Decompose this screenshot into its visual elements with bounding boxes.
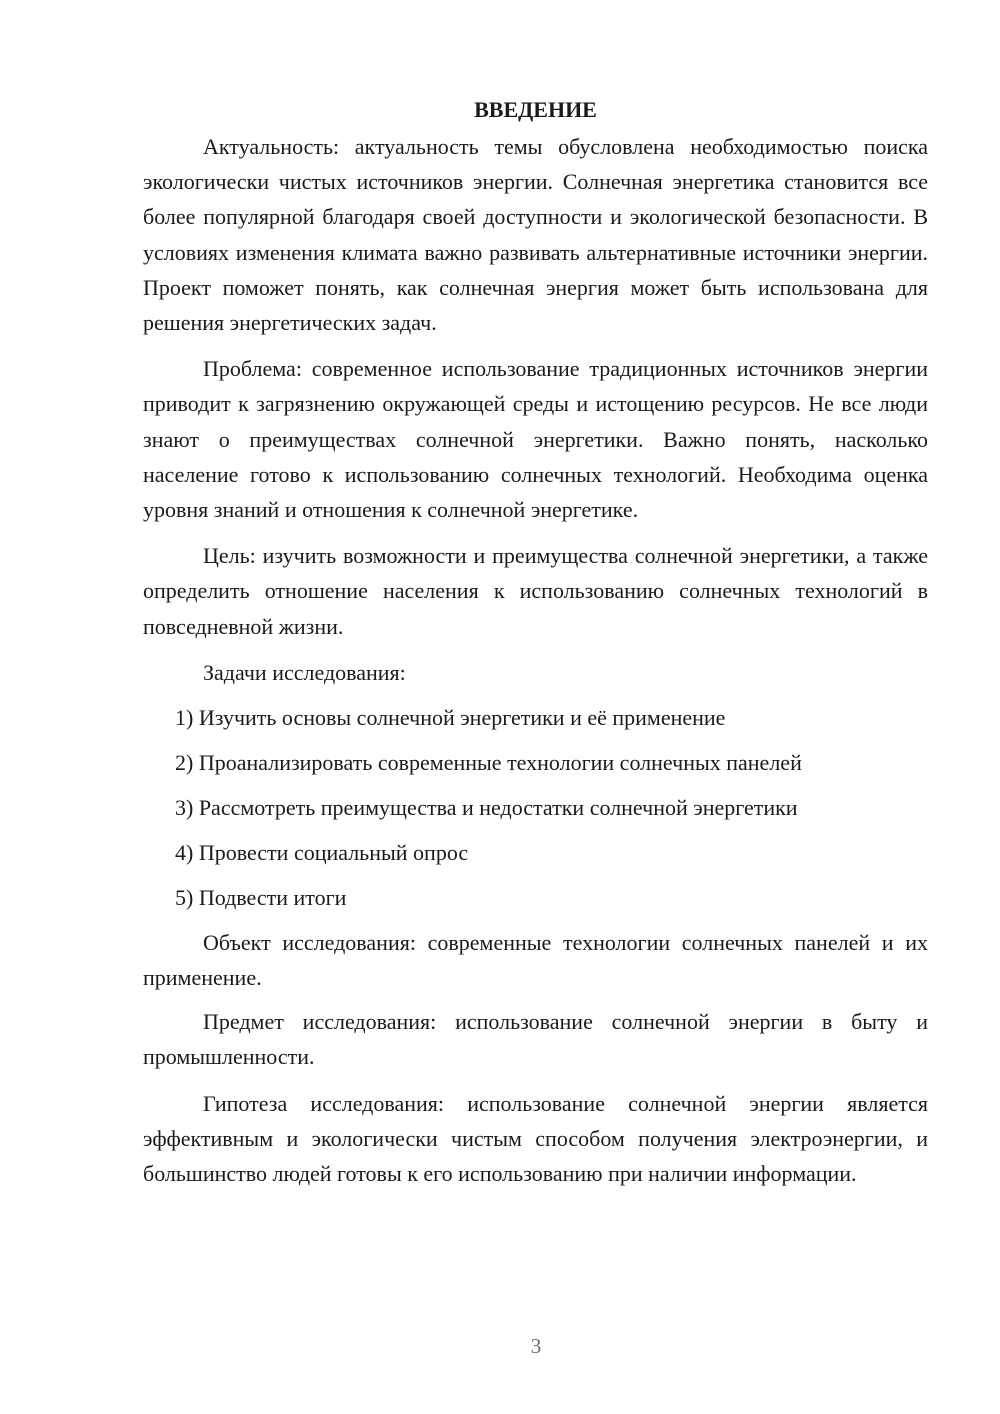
task-item-5: 5) Подвести итоги [175, 884, 347, 910]
task-item-2: 2) Проанализировать современные технологии солнечных панелей [175, 749, 802, 775]
task-item-4: 4) Провести социальный опрос [175, 839, 469, 865]
problem-paragraph: Проблема: современное использование традиционных источников энергии приводит к загрязнению окружающей среды и истощению ресурсов. Не все люди знают о преимуществах солнечной энергетики. Важно понять, насколько население готово к использованию солнечных технологий. Необходима оценка уровня знаний и отношения к солнечной энергетике. [143, 356, 928, 523]
goal-paragraph: Цель: изучить возможности и преимущества солнечной энергетики, а также определить отношение населения к использованию солнечных технологий в повседневной жизни. [143, 543, 928, 639]
page-title: ВВЕДЕНИЕ [474, 97, 597, 122]
page-number: 3 [530, 1334, 542, 1358]
tasks-list [143, 700, 928, 915]
subject-paragraph: Предмет исследования: использование солнечной энергии в быту и промышленности. [143, 1009, 928, 1070]
tasks-title: Задачи исследования: [203, 659, 406, 685]
task-item-3: 3) Рассмотреть преимущества и недостатки солнечной энергетики [175, 794, 798, 820]
hypothesis-paragraph: Гипотеза исследования: использование солнечной энергии является эффективным и экологически чистым способом получения электроэнергии, и большинство людей готовы к его использованию при наличии информации. [143, 1090, 928, 1187]
object-paragraph: Объект исследования: современные технологии солнечных панелей и их применение. [143, 929, 928, 991]
relevance-paragraph: Актуальность: актуальность темы обусловлена необходимостью поиска экологически чистых источников энергии. Солнечная энергетика становится все более популярной благодаря своей доступности и экологической безопасности. В условиях изменения климата важно развивать альтернативные источники энергии. Проект поможет понять, как солнечная энергия может быть использована для решения энергетических задач. [143, 134, 928, 336]
document-page [143, 92, 928, 1202]
task-item-1: 1) Изучить основы солнечной энергетики и её применение [175, 704, 726, 730]
